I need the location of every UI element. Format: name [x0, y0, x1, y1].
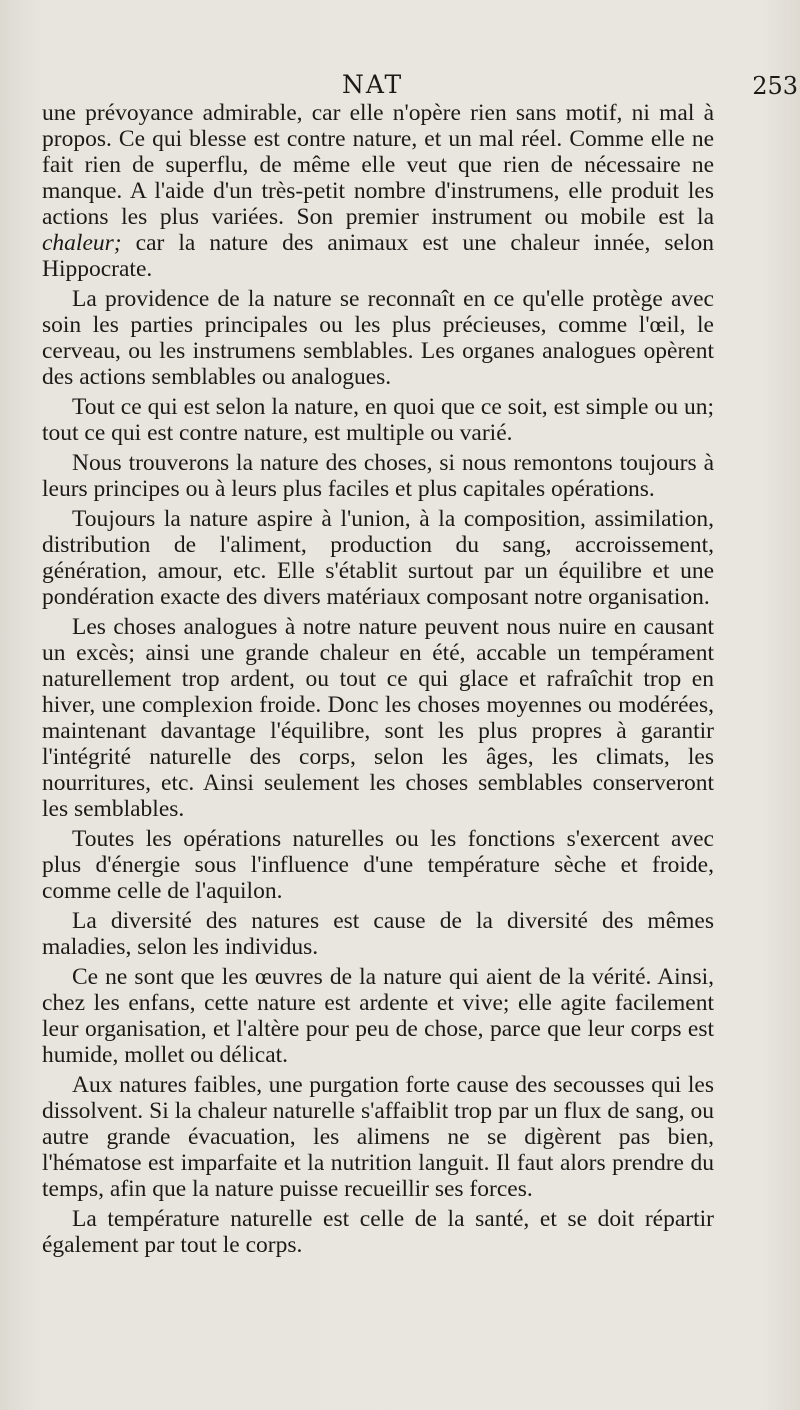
running-head [42, 66, 798, 100]
running-title: NAT [342, 70, 404, 99]
paragraph-4: Nous trouverons la nature des choses, si nous remontons toujours à leurs principes ou à leurs plus faciles et plus capitales opérations. [42, 450, 714, 502]
page-number: 253 [752, 72, 798, 100]
paragraph-5: Toujours la nature aspire à l'union, à la composition, assimilation, distribution de l'aliment, production du sang, accroissement, génération, amour, etc. Elle s'établit surtout par un équilibre et une pondération exacte des divers matériaux composant notre organisation. [42, 506, 714, 610]
paragraph-1-text: une prévoyance admirable, car elle n'opère rien sans motif, ni mal à propos. Ce qui blesse est contre nature, et un mal réel. Comme elle ne fait rien de superflu, de même elle veut que rien de nécessaire ne manque. A l'aide d'un très-petit nombre d'instrumens, elle produit les actions les plus variées. Son premier instrument ou mobile est la [42, 100, 714, 230]
paragraph-2: La providence de la nature se reconnaît en ce qu'elle protège avec soin les parties principales ou les plus précieuses, comme l'œil, le cerveau, ou les instrumens semblables. Les organes analogues opèrent des actions semblables ou analogues. [42, 286, 714, 390]
body-text [42, 100, 714, 1258]
paragraph-11: La température naturelle est celle de la santé, et se doit répartir également par tout le corps. [42, 1206, 714, 1258]
paragraph-6: Les choses analogues à notre nature peuvent nous nuire en causant un excès; ainsi une grande chaleur en été, accable un tempérament naturellement trop ardent, ou tout ce qui glace et rafraîchit trop en hiver, une complexion froide. Donc les choses moyennes ou modérées, maintenant davantage l'équilibre, sont les plus propres à garantir l'intégrité naturelle des corps, selon les âges, les climats, les nourritures, etc. Ainsi seulement les choses semblables conserveront les semblables. [42, 614, 714, 822]
paragraph-7: Toutes les opérations naturelles ou les fonctions s'exercent avec plus d'énergie sous l'influence d'une température sèche et froide, comme celle de l'aquilon. [42, 826, 714, 904]
paragraph-1-emphasis: chaleur; [42, 230, 122, 256]
paragraph-8: La diversité des natures est cause de la diversité des mêmes maladies, selon les individus. [42, 908, 714, 960]
paragraph-9: Ce ne sont que les œuvres de la nature qui aient de la vérité. Ainsi, chez les enfans, cette nature est ardente et vive; elle agite facilement leur organisation, et l'altère pour peu de chose, parce que leur corps est humide, mollet ou délicat. [42, 964, 714, 1068]
paragraph-1 [42, 100, 714, 282]
paragraph-1-text-after: car la nature des animaux est une chaleur innée, selon Hippocrate. [42, 230, 714, 282]
paragraph-3: Tout ce qui est selon la nature, en quoi que ce soit, est simple ou un; tout ce qui est contre nature, est multiple ou varié. [42, 394, 714, 446]
paragraph-10: Aux natures faibles, une purgation forte cause des secousses qui les dissolvent. Si la chaleur naturelle s'affaiblit trop par un flux de sang, ou autre grande évacuation, les alimens ne se digèrent pas bien, l'hématose est imparfaite et la nutrition languit. Il faut alors prendre du temps, afin que la nature puisse recueillir ses forces. [42, 1072, 714, 1202]
